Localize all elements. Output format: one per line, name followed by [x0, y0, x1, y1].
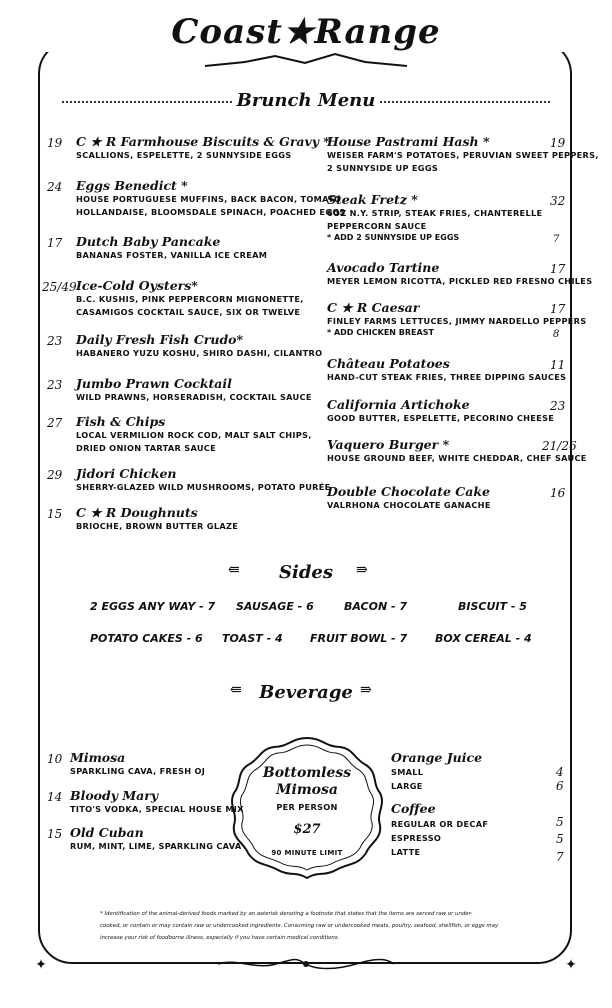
coffee-label: REGULAR OR DECAF — [391, 819, 489, 829]
item-price: 17 — [47, 236, 63, 250]
item-description: BANANAS FOSTER, VANILLA ICE CREAM — [76, 250, 268, 260]
beverage-item — [70, 825, 241, 853]
item-name: Vaquero Burger * — [327, 437, 450, 452]
item-name: C ★ R Doughnuts — [76, 505, 198, 520]
addon-price: 8 — [553, 329, 560, 340]
corner-ornament-icon: ✦ — [565, 957, 577, 973]
item-price: 19 — [550, 136, 566, 150]
menu-item — [76, 414, 312, 455]
footnote — [100, 908, 520, 944]
beverage-item — [70, 788, 244, 816]
item-name: Steak Fretz * — [327, 192, 418, 207]
item-price: 27 — [47, 416, 63, 430]
item-name: Coffee — [391, 801, 436, 816]
side-item: BISCUIT - 5 — [458, 600, 527, 613]
menu-item — [327, 192, 542, 242]
size-price: 6 — [556, 779, 564, 793]
item-description: DRIED ONION TARTAR SAUCE — [76, 443, 216, 453]
item-name: Bloody Mary — [70, 788, 159, 803]
item-price: 15 — [47, 827, 63, 841]
coffee-label: LATTE — [391, 847, 421, 857]
addon-price: 7 — [553, 234, 560, 245]
arrow-left-icon: ⇚ — [230, 682, 242, 698]
menu-item — [76, 376, 312, 404]
badge-title: Bottomless — [262, 765, 352, 781]
sides-title: Sides — [278, 562, 333, 583]
bottom-flourish-icon — [216, 956, 396, 972]
item-price: 17 — [550, 262, 566, 276]
menu-item — [76, 178, 346, 219]
item-name: Double Chocolate Cake — [327, 484, 490, 499]
item-name: Eggs Benedict * — [76, 178, 188, 193]
item-price: 24 — [47, 180, 63, 194]
item-description: FINLEY FARMS LETTUCES, JIMMY NARDELLO PEPPERS — [327, 316, 587, 326]
item-name: California Artichoke — [327, 397, 470, 412]
item-name: Orange Juice — [391, 750, 483, 765]
footnote-line: cooked, or contain or may contain raw or undercooked ingredients. Consuming raw or undercooked meats, poultry, seafood, shellfish, or eggs may — [100, 923, 499, 929]
item-price: 23 — [550, 399, 566, 413]
item-description: TITO'S VODKA, SPECIAL HOUSE MIX — [70, 804, 244, 814]
coffee-label: ESPRESSO — [391, 833, 442, 843]
menu-item — [327, 300, 586, 337]
menu-item — [76, 278, 304, 319]
item-description: HOUSE GROUND BEEF, WHITE CHEDDAR, CHEF SAUCE — [327, 453, 587, 463]
item-name: Avocado Tartine — [327, 260, 440, 275]
item-name: C ★ R Caesar — [327, 300, 420, 315]
side-item: BOX CEREAL - 4 — [435, 632, 532, 645]
item-price: 32 — [550, 194, 566, 208]
beverage-item — [391, 801, 436, 816]
badge-price: $27 — [293, 822, 321, 837]
item-name: Ice-Cold Oysters* — [76, 278, 198, 293]
item-price: 17 — [550, 302, 566, 316]
item-price: 14 — [47, 790, 63, 804]
item-description: BRIOCHE, BROWN BUTTER GLAZE — [76, 521, 239, 531]
menu-item — [76, 505, 238, 533]
item-description: SPARKLING CAVA, FRESH OJ — [70, 766, 206, 776]
item-description: GOOD BUTTER, ESPELETTE, PECORINO CHEESE — [327, 413, 555, 423]
side-item: SAUSAGE - 6 — [236, 600, 314, 613]
item-description: WEISER FARM'S POTATOES, PERUVIAN SWEET PEPPERS, — [327, 150, 599, 160]
item-price: 11 — [550, 358, 566, 372]
menu-item — [76, 234, 267, 262]
item-description: HOUSE PORTUGUESE MUFFINS, BACK BACON, TOMATO — [76, 194, 342, 204]
size-label: LARGE — [391, 781, 423, 791]
item-name: Jumbo Prawn Cocktail — [76, 376, 232, 391]
item-name: Jidori Chicken — [76, 466, 177, 481]
menu-item — [76, 466, 331, 494]
item-description: LOCAL VERMILION ROCK COD, MALT SALT CHIPS, — [76, 430, 312, 440]
size-label: SMALL — [391, 767, 424, 777]
side-item: TOAST - 4 — [222, 632, 283, 645]
menu-item — [327, 437, 587, 465]
item-price: 15 — [47, 507, 63, 521]
menu-item — [327, 356, 566, 384]
item-name: House Pastrami Hash * — [327, 134, 490, 149]
item-description: CASAMIGOS COCKTAIL SAUCE, SIX OR TWELVE — [76, 307, 301, 317]
menu-item — [327, 397, 554, 425]
coffee-price: 7 — [556, 850, 564, 864]
footnote-line: increase your risk of foodborne illness, especially if you have certain medical conditions. — [100, 935, 340, 941]
item-description: RUM, MINT, LIME, SPARKLING CAVA — [70, 841, 242, 851]
side-item: FRUIT BOWL - 7 — [310, 632, 408, 645]
menu-item — [327, 484, 491, 512]
item-price: 25/49 — [42, 280, 77, 294]
item-name: Daily Fresh Fish Crudo* — [76, 332, 244, 347]
menu-item — [76, 134, 330, 162]
item-price: 19 — [47, 136, 63, 150]
item-name: Old Cuban — [70, 825, 144, 840]
size-price: 4 — [556, 765, 564, 779]
item-description: HAND-CUT STEAK FRIES, THREE DIPPING SAUCES — [327, 372, 567, 382]
beverage-item — [391, 750, 482, 765]
item-price: 10 — [47, 752, 63, 766]
menu-item — [327, 134, 599, 175]
coffee-price: 5 — [556, 832, 564, 846]
item-name: Château Potatoes — [327, 356, 450, 371]
item-description: B.C. KUSHIS, PINK PEPPERCORN MIGNONETTE, — [76, 294, 304, 304]
item-description: SHERRY-GLAZED WILD MUSHROOMS, POTATO PURÉE — [76, 482, 331, 492]
item-description: HABANERO YUZU KOSHU, SHIRO DASHI, CILANTRO — [76, 348, 323, 358]
brunch-title: Brunch Menu — [236, 90, 376, 111]
item-name: Mimosa — [70, 750, 126, 765]
item-description: VALRHONA CHOCOLATE GANACHE — [327, 500, 491, 510]
menu-item — [76, 332, 322, 360]
item-description: PEPPERCORN SAUCE — [327, 221, 427, 231]
arrow-left-icon: ⇚ — [228, 562, 240, 578]
arrow-right-icon: ⇛ — [356, 562, 368, 578]
badge-limit: 90 MINUTE LIMIT — [271, 849, 343, 857]
arrow-right-icon: ⇛ — [360, 682, 372, 698]
beverage-item — [70, 750, 205, 778]
item-name: Dutch Baby Pancake — [76, 234, 221, 249]
badge-subtitle: PER PERSON — [276, 802, 338, 812]
side-item: 2 EGGS ANY WAY - 7 — [90, 600, 216, 613]
badge-title: Mimosa — [276, 782, 338, 798]
item-description: HOLLANDAISE, BLOOMSDALE SPINACH, POACHED EGGS — [76, 207, 346, 217]
item-price: 21/26 — [542, 439, 577, 453]
item-description: SCALLIONS, ESPELETTE, 2 SUNNYSIDE EGGS — [76, 150, 292, 160]
restaurant-logo: Coast★Range — [0, 12, 612, 52]
item-price: 23 — [47, 334, 63, 348]
side-item: POTATO CAKES - 6 — [90, 632, 203, 645]
item-price: 23 — [47, 378, 63, 392]
item-description: MEYER LEMON RICOTTA, PICKLED RED FRESNO CHILES — [327, 276, 593, 286]
mountain-icon — [205, 52, 407, 70]
item-name: C ★ R Farmhouse Biscuits & Gravy * — [76, 134, 330, 149]
item-price: 16 — [550, 486, 566, 500]
item-addon: * ADD 2 SUNNYSIDE UP EGGS — [327, 233, 460, 242]
beverage-title: Beverage — [259, 682, 353, 703]
item-description: 6OZ N.Y. STRIP, STEAK FRIES, CHANTERELLE — [327, 208, 543, 218]
coffee-price: 5 — [556, 815, 564, 829]
corner-ornament-icon: ✦ — [35, 957, 47, 973]
side-item: BACON - 7 — [344, 600, 408, 613]
item-name: Fish & Chips — [76, 414, 166, 429]
item-addon: * ADD CHICKEN BREAST — [327, 328, 434, 337]
item-description: WILD PRAWNS, HORSERADISH, COCKTAIL SAUCE — [76, 392, 312, 402]
footnote-line: * Identification of the animal-derived foods marked by an asterisk denoting a footnote that states that the items are served raw or under- — [100, 911, 473, 917]
item-description: 2 SUNNYSIDE UP EGGS — [327, 163, 439, 173]
menu-item — [327, 260, 592, 288]
item-price: 29 — [47, 468, 63, 482]
